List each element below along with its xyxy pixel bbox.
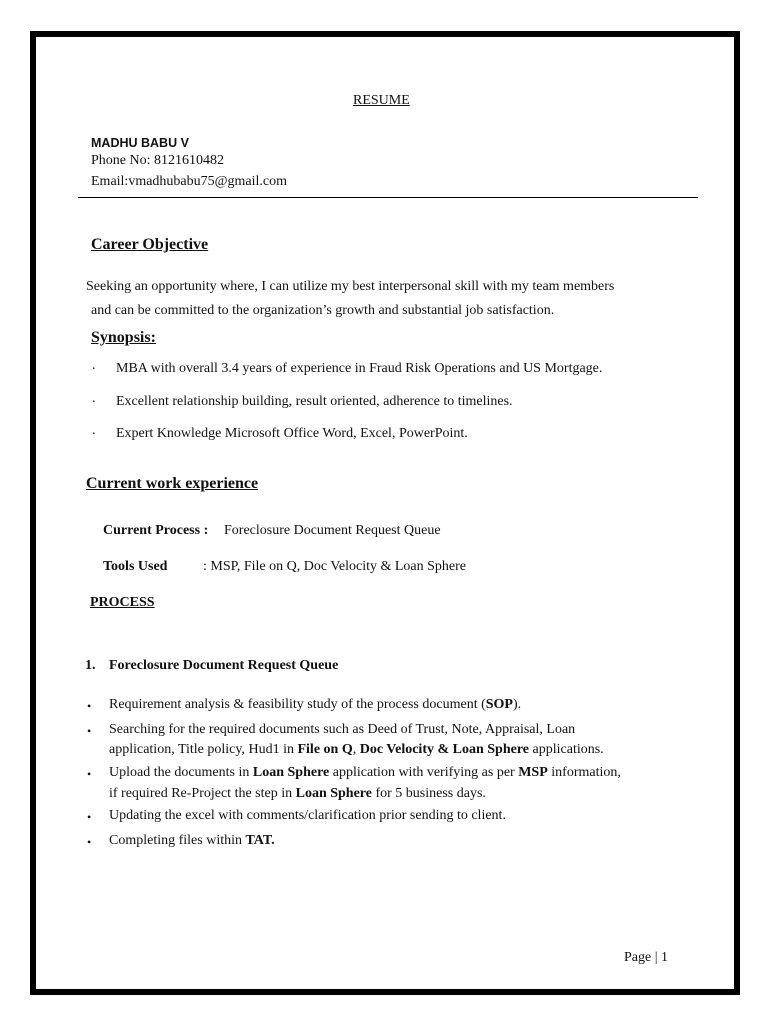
career-objective-heading: Career Objective xyxy=(91,236,209,253)
synopsis-item: Expert Knowledge Microsoft Office Word, Excel, PowerPoint. xyxy=(116,426,468,441)
process-number: 1. xyxy=(85,658,96,673)
process-item-2-line-1: Searching for the required documents such as Deed of Trust, Note, Appraisal, Loan xyxy=(109,722,576,737)
career-objective-line-1: Seeking an opportunity where, I can utilize my best interpersonal skill with my team members xyxy=(86,279,615,294)
synopsis-bullet: . xyxy=(92,423,96,438)
current-work-heading: Current work experience xyxy=(86,475,259,492)
process-item-1: Requirement analysis & feasibility study of the process document (SOP). xyxy=(109,697,522,712)
process-item-3-line-1: Upload the documents in Loan Sphere application with verifying as per MSP information, xyxy=(109,765,621,780)
process-heading: PROCESS xyxy=(90,595,155,610)
process-item-5: Completing files within TAT. xyxy=(109,833,275,848)
process-bullet: • xyxy=(87,699,92,713)
synopsis-bullet: . xyxy=(92,391,96,406)
process-title: Foreclosure Document Request Queue xyxy=(109,658,339,673)
process-item-3-line-2: if required Re-Project the step in Loan Sphere for 5 business days. xyxy=(109,786,486,801)
header-divider xyxy=(78,197,698,198)
page-number: Page | 1 xyxy=(624,950,669,965)
career-objective-line-2: and can be committed to the organization’s growth and substantial job satisfaction. xyxy=(91,303,555,318)
tools-used-value: : MSP, File on Q, Doc Velocity & Loan Sphere xyxy=(203,559,467,574)
email-address: Email:vmadhubabu75@gmail.com xyxy=(91,174,288,189)
current-process-value: Foreclosure Document Request Queue xyxy=(224,523,441,538)
process-bullet: • xyxy=(87,767,92,781)
synopsis-item: MBA with overall 3.4 years of experience in Fraud Risk Operations and US Mortgage. xyxy=(116,361,603,376)
synopsis-bullet: . xyxy=(92,358,96,373)
process-bullet: • xyxy=(87,835,92,849)
process-bullet: • xyxy=(87,810,92,824)
current-process-label: Current Process : xyxy=(103,523,209,538)
phone-number: Phone No: 8121610482 xyxy=(91,153,224,168)
synopsis-heading: Synopsis: xyxy=(91,329,156,346)
candidate-name: MADHU BABU V xyxy=(91,136,189,150)
synopsis-item: Excellent relationship building, result oriented, adherence to timelines. xyxy=(116,394,513,409)
process-item-4: Updating the excel with comments/clarification prior sending to client. xyxy=(109,808,506,823)
process-item-2-line-2: application, Title policy, Hud1 in File on Q, Doc Velocity & Loan Sphere applications. xyxy=(109,742,604,757)
process-bullet: • xyxy=(87,724,92,738)
document-title: RESUME xyxy=(353,93,410,108)
tools-used-label: Tools Used xyxy=(103,559,168,574)
